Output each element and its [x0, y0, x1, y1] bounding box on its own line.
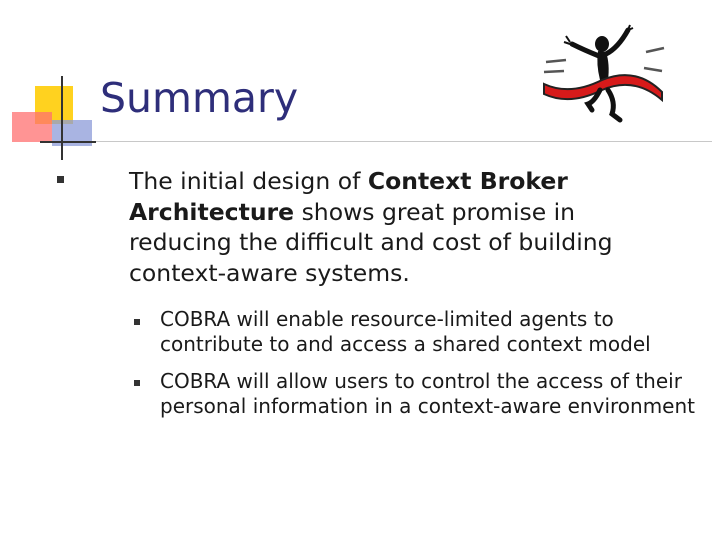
- main-bullet-bold: Context Broker Architecture: [129, 167, 568, 226]
- title-deco-vertical-line: [61, 76, 63, 160]
- main-bullet-text: [129, 166, 669, 288]
- square-bullet-icon: [134, 380, 140, 386]
- runner-crossing-finish-line-icon: [540, 24, 670, 126]
- title-underline-rule: [96, 141, 712, 142]
- square-bullet-icon: [57, 176, 64, 183]
- main-bullet-text-a: The initial design of: [129, 167, 368, 195]
- sub-bullet-text-1: COBRA will enable resource-limited agents to contribute to and access a shared context model: [160, 307, 651, 356]
- slide-title: Summary: [100, 74, 299, 122]
- title-deco-red-square: [12, 112, 52, 142]
- sub-bullet-text-2: COBRA will allow users to control the access of their personal information in a context-aware environment: [160, 369, 695, 418]
- square-bullet-icon: [134, 319, 140, 325]
- title-deco-horizontal-line: [40, 141, 96, 143]
- main-bullet-text-b: shows great promise in reducing the difficult and cost of building context-aware systems.: [129, 197, 613, 287]
